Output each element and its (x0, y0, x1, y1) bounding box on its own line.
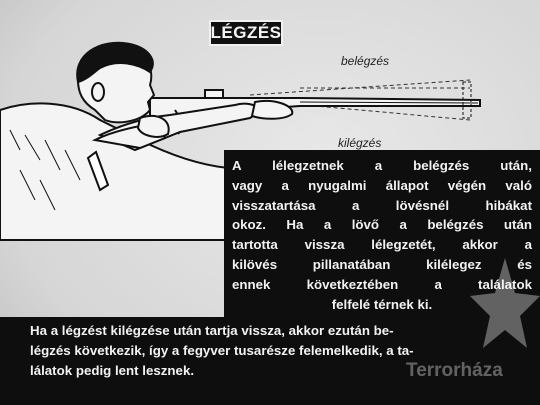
caption-line: légzés következik, így a fegyver tusarésze felemelkedik, a ta- (30, 342, 414, 358)
watermark-text: Terrorháza (406, 360, 503, 381)
caption-line: Ha a légzést kilégzése után tartja vissza, akkor ezután be- (30, 323, 394, 338)
explanation-line: visszatartása a lövésnél hibákat (232, 197, 532, 213)
explanation-line: vagy a nyugalmi állapot végén való (232, 177, 532, 193)
explanation-line: tartotta vissza lélegzetét, akkor a (232, 237, 532, 253)
explanation-line: felfelé térnek ki. (331, 296, 433, 312)
caption-line: lálatok pedig lent lesznek. (30, 362, 195, 378)
explanation-line: A lélegzetnek a belégzés után, (232, 158, 532, 173)
explanation-line: kilövés pillanatában kilélegez és (232, 256, 532, 272)
star-watermark-icon (445, 248, 540, 378)
exhale-label: kilégzés (338, 136, 382, 150)
inhale-label: belégzés (341, 54, 390, 68)
explanation-line: okoz. Ha a lövő a belégzés után (232, 217, 532, 233)
slide-title: LÉGZÉS (209, 20, 283, 46)
explanation-line: ennek következtében a találatok (232, 276, 532, 292)
